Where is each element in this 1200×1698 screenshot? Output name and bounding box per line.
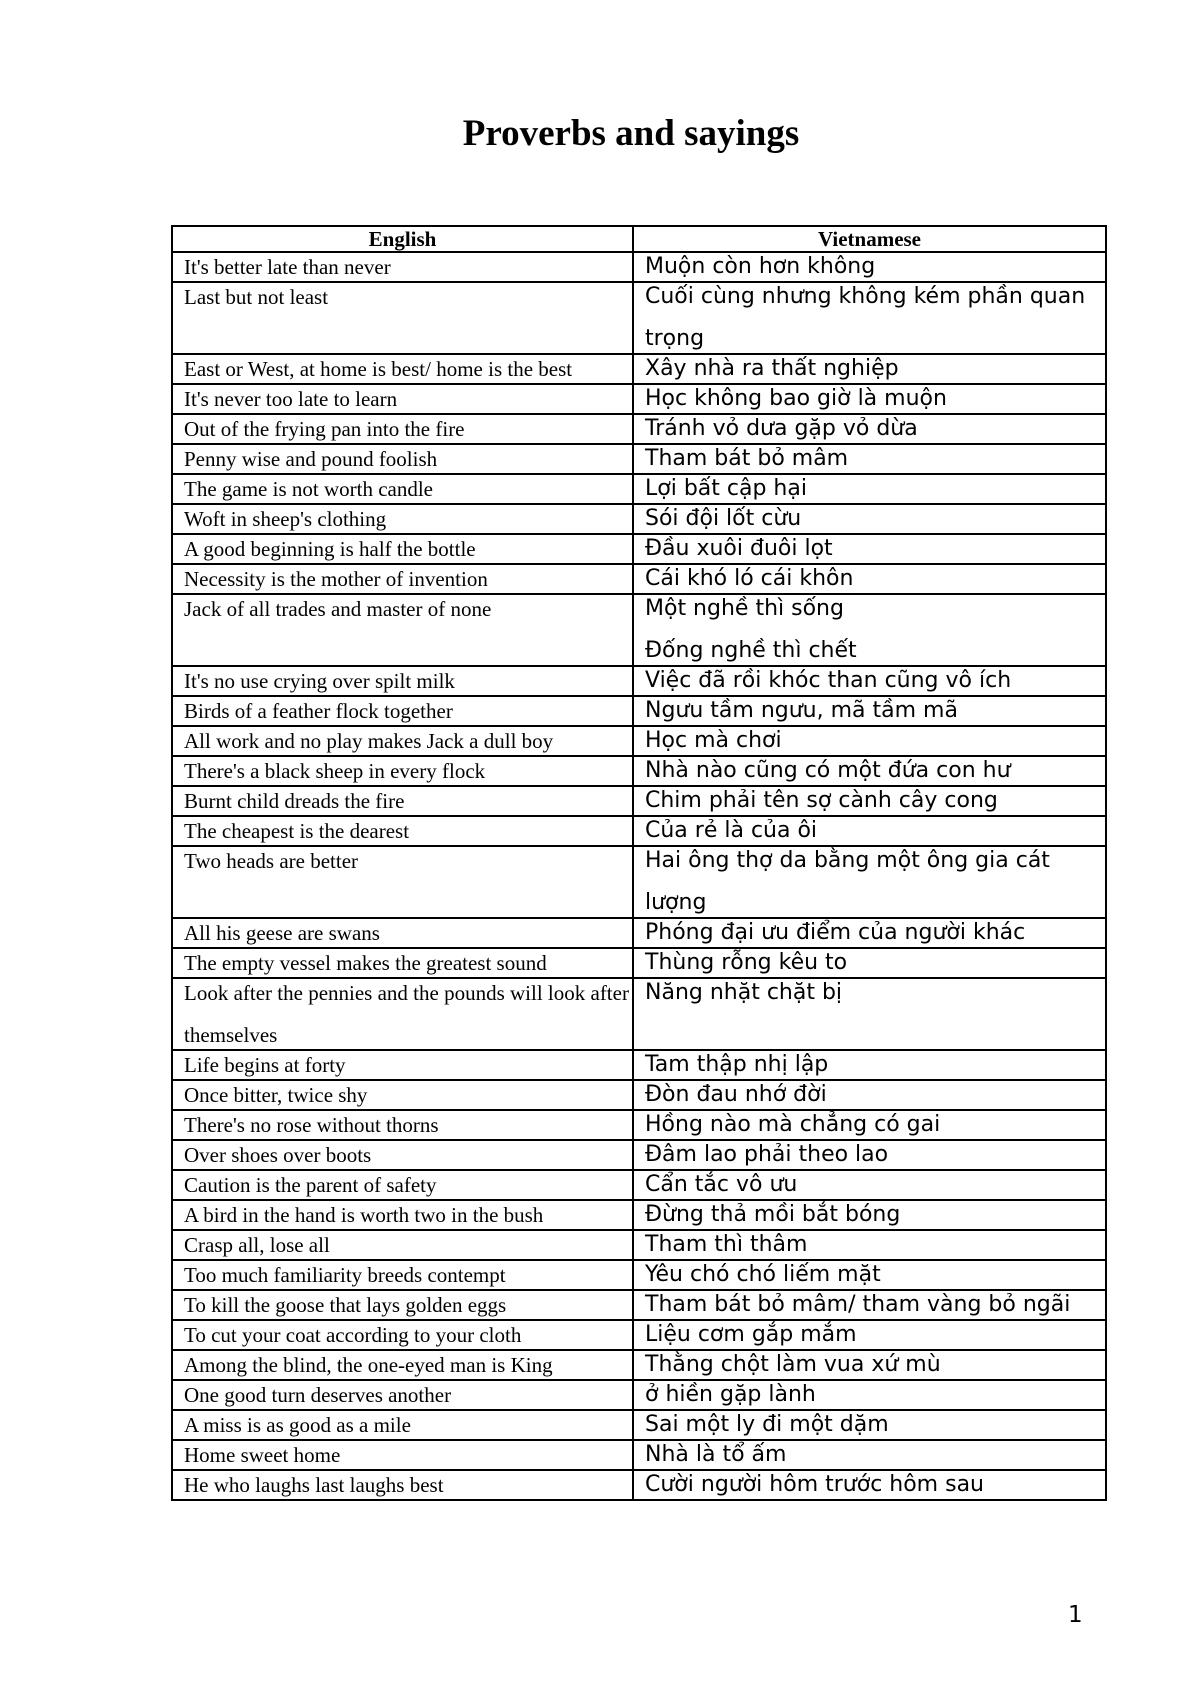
vietnamese-equivalent-text: Cái khó ló cái khôn [645,566,854,591]
vietnamese-equivalent-text: Một nghề thì sống Đống nghề thì chết [645,596,857,663]
vietnamese-equivalent-text: Yêu chó chó liếm mặt [645,1262,881,1287]
vietnamese-equivalent-text: Muộn còn hơn không [645,254,876,279]
english-proverb-text: There's no rose without thorns [184,1113,439,1137]
english-proverb-text: Jack of all trades and master of none [184,597,492,621]
vietnamese-equivalent-text: Đòn đau nhớ đời [645,1082,827,1107]
english-proverb-text: To kill the goose that lays golden eggs [184,1293,507,1317]
proverbs-table [171,225,1107,1501]
vietnamese-equivalent-text: Nhà là tổ ấm [645,1442,787,1467]
vietnamese-equivalent-text: Cẩn tắc vô ưu [645,1172,798,1197]
english-proverb-text: The empty vessel makes the greatest sound [184,951,547,975]
vietnamese-equivalent-text: Hai ông thợ da bằng một ông gia cát lượng [645,848,1050,915]
vietnamese-equivalent-text: Của rẻ là của ôi [645,818,818,843]
english-proverb-text: Life begins at forty [184,1053,346,1077]
english-proverb-cell [172,594,633,666]
vietnamese-equivalent-cell [633,594,1106,666]
english-proverb-text: It's no use crying over spilt milk [184,669,455,693]
vietnamese-equivalent-text: Cười người hôm trước hôm sau [645,1472,984,1497]
english-proverb-text: It's never too late to learn [184,387,398,411]
english-proverb-text: There's a black sheep in every flock [184,759,486,783]
english-proverb-text: Two heads are better [184,849,359,873]
english-proverb-text: Look after the pennies and the pounds will look after themselves [184,981,629,1047]
page-title: Proverbs and sayings [462,113,800,154]
vietnamese-equivalent-text: Liệu cơm gắp mắm [645,1322,857,1347]
vietnamese-equivalent-text: Đâm lao phải theo lao [645,1142,889,1167]
english-proverb-text: The game is not worth candle [184,477,434,501]
vietnamese-equivalent-text: ở hiền gặp lành [645,1382,816,1407]
vietnamese-equivalent-text: Phóng đại ưu điểm của người khác [645,920,1026,945]
english-proverb-text: Over shoes over boots [184,1143,372,1167]
english-proverb-text: Too much familiarity breeds contempt [184,1263,506,1287]
english-proverb-cell [172,282,633,354]
table-row [172,594,1106,666]
english-proverb-cell [172,1470,633,1500]
table-body [172,252,1106,1500]
vietnamese-equivalent-cell [633,282,1106,354]
vietnamese-equivalent-text: Tham bát bỏ mâm [645,446,849,471]
vietnamese-equivalent-text: Thùng rỗng kêu to [645,950,848,975]
english-proverb-text: Once bitter, twice shy [184,1083,368,1107]
table-row [172,978,1106,1050]
vietnamese-equivalent-text: Tránh vỏ dưa gặp vỏ dừa [645,416,918,441]
english-proverb-text: It's better late than never [184,255,391,279]
english-proverb-text: He who laughs last laughs best [184,1473,444,1497]
english-proverb-text: Birds of a feather flock together [184,699,453,723]
table-row [172,282,1106,354]
vietnamese-equivalent-text: Tham thì thâm [645,1232,808,1257]
vietnamese-equivalent-text: Chim phải tên sợ cành cây cong [645,788,998,813]
vietnamese-equivalent-text: Nhà nào cũng có một đứa con hư [645,758,1011,783]
vietnamese-equivalent-text: Hồng nào mà chẳng có gai [645,1112,941,1137]
vietnamese-equivalent-text: Học mà chơi [645,728,782,753]
english-proverb-text: A bird in the hand is worth two in the bush [184,1203,544,1227]
vietnamese-equivalent-text: Học không bao giờ là muộn [645,386,947,411]
english-proverb-text: East or West, at home is best/ home is the best [184,357,573,381]
vietnamese-equivalent-cell [633,846,1106,918]
english-proverb-text: Crasp all, lose all [184,1233,330,1257]
english-proverb-text: Home sweet home [184,1443,341,1467]
vietnamese-equivalent-text: Đầu xuôi đuôi lọt [645,536,833,561]
vietnamese-equivalent-text: Ngưu tầm ngưu, mã tầm mã [645,698,958,723]
page-number: 1 [1068,1602,1083,1628]
vietnamese-equivalent-text: Đừng thả mồi bắt bóng [645,1202,901,1227]
english-proverb-text: One good turn deserves another [184,1383,452,1407]
column-header-english: English [172,226,633,252]
vietnamese-equivalent-text: Cuối cùng nhưng không kém phần quan trọng [645,284,1086,351]
table-row [172,1470,1106,1500]
vietnamese-equivalent-text: Xây nhà ra thất nghiệp [645,356,899,381]
column-header-vietnamese: Vietnamese [633,226,1106,252]
english-proverb-text: A good beginning is half the bottle [184,537,476,561]
vietnamese-equivalent-text: Thằng chột làm vua xứ mù [645,1352,941,1377]
vietnamese-equivalent-text: Sai một ly đi một dặm [645,1412,889,1437]
english-proverb-text: All his geese are swans [184,921,380,945]
vietnamese-equivalent-text: Tam thập nhị lập [645,1052,829,1077]
english-proverb-text: To cut your coat according to your cloth [184,1323,522,1347]
vietnamese-equivalent-text: Năng nhặt chặt bị [645,980,843,1005]
english-proverb-text: Caution is the parent of safety [184,1173,437,1197]
english-proverb-text: Among the blind, the one-eyed man is King [184,1353,553,1377]
english-proverb-text: A miss is as good as a mile [184,1413,411,1437]
english-proverb-cell [172,846,633,918]
english-proverb-text: Burnt child dreads the fire [184,789,405,813]
english-proverb-text: All work and no play makes Jack a dull boy [184,729,554,753]
vietnamese-equivalent-cell [633,1470,1106,1500]
english-proverb-cell [172,978,633,1050]
english-proverb-text: Last but not least [184,285,329,309]
english-proverb-text: Necessity is the mother of invention [184,567,488,591]
vietnamese-equivalent-cell [633,978,1106,1050]
english-proverb-text: The cheapest is the dearest [184,819,410,843]
english-proverb-text: Penny wise and pound foolish [184,447,438,471]
vietnamese-equivalent-text: Lợi bất cập hại [645,476,807,501]
english-proverb-text: Woft in sheep's clothing [184,507,387,531]
table-row [172,846,1106,918]
english-proverb-text: Out of the frying pan into the fire [184,417,465,441]
vietnamese-equivalent-text: Tham bát bỏ mâm/ tham vàng bỏ ngãi [645,1292,1071,1317]
vietnamese-equivalent-text: Việc đã rồi khóc than cũng vô ích [645,668,1012,693]
vietnamese-equivalent-text: Sói đội lốt cừu [645,506,802,531]
